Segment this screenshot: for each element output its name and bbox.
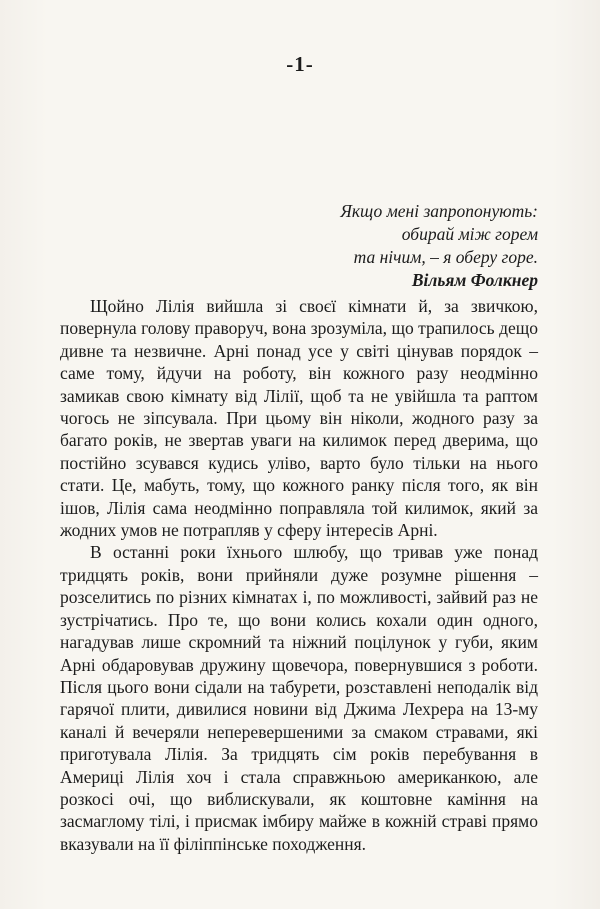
epigraph: [198, 200, 538, 292]
body-text: [60, 295, 538, 855]
paragraph: В останні роки їхнього шлюбу, що тривав уже понад тридцять років, вони прийняли дуже розумне рішення – розселитись по різних кімнатах і, по можливості, зайвий раз не зустрічатись. Про те, що вони колись кохали один одного, нагадував лише скромний та ніжний поцілунок у губи, яким Арні обдаровував дружину щовечора, повернувшися з роботи. Після цього вони сідали на табурети, розставлені неподалік від гарячої плити, дивилися новини від Джима Лехрера на 13-му каналі й вечеряли неперевершеними за смаком стравами, які приготувала Лілія. За тридцять сім років перебування в Америці Лілія хоч і стала справжньою американкою, але розкосі очі, що виблискували, як коштовне каміння на засмаглому тілі, і присмак імбиру майже в кожній страві прямо вказували на її філіппінське походження.: [60, 542, 538, 854]
paragraph: Щойно Лілія вийшла зі своєї кімнати й, за звичкою, повернула голову праворуч, вона зрозуміла, що трапилось дещо дивне та незвичне. Арні понад усе у світі цінував порядок – саме тому, йдучи на роботу, він кожного разу неодмінно замикав свою кімнату від Лілії, щоб та не увійшла та раптом чогось не зіпсувала. При цьому він ніколи, жодного разу за багато років, не звертав уваги на килимок перед дверима, що постійно зсувався кудись уліво, варто було тільки на нього стати. Це, мабуть, тому, що кожного ранку після того, як він ішов, Лілія сама неодмінно поправляла той килимок, який за жодних умов не потрапляв у сферу інтересів Арні.: [60, 296, 538, 541]
epigraph-line: обирай між горем: [401, 224, 538, 244]
epigraph-line: та нічим, – я оберу горе.: [353, 247, 538, 267]
epigraph-author: Вільям Фолкнер: [411, 270, 538, 290]
chapter-number: -1-: [286, 52, 314, 76]
epigraph-line: Якщо мені запропонують:: [340, 201, 538, 221]
